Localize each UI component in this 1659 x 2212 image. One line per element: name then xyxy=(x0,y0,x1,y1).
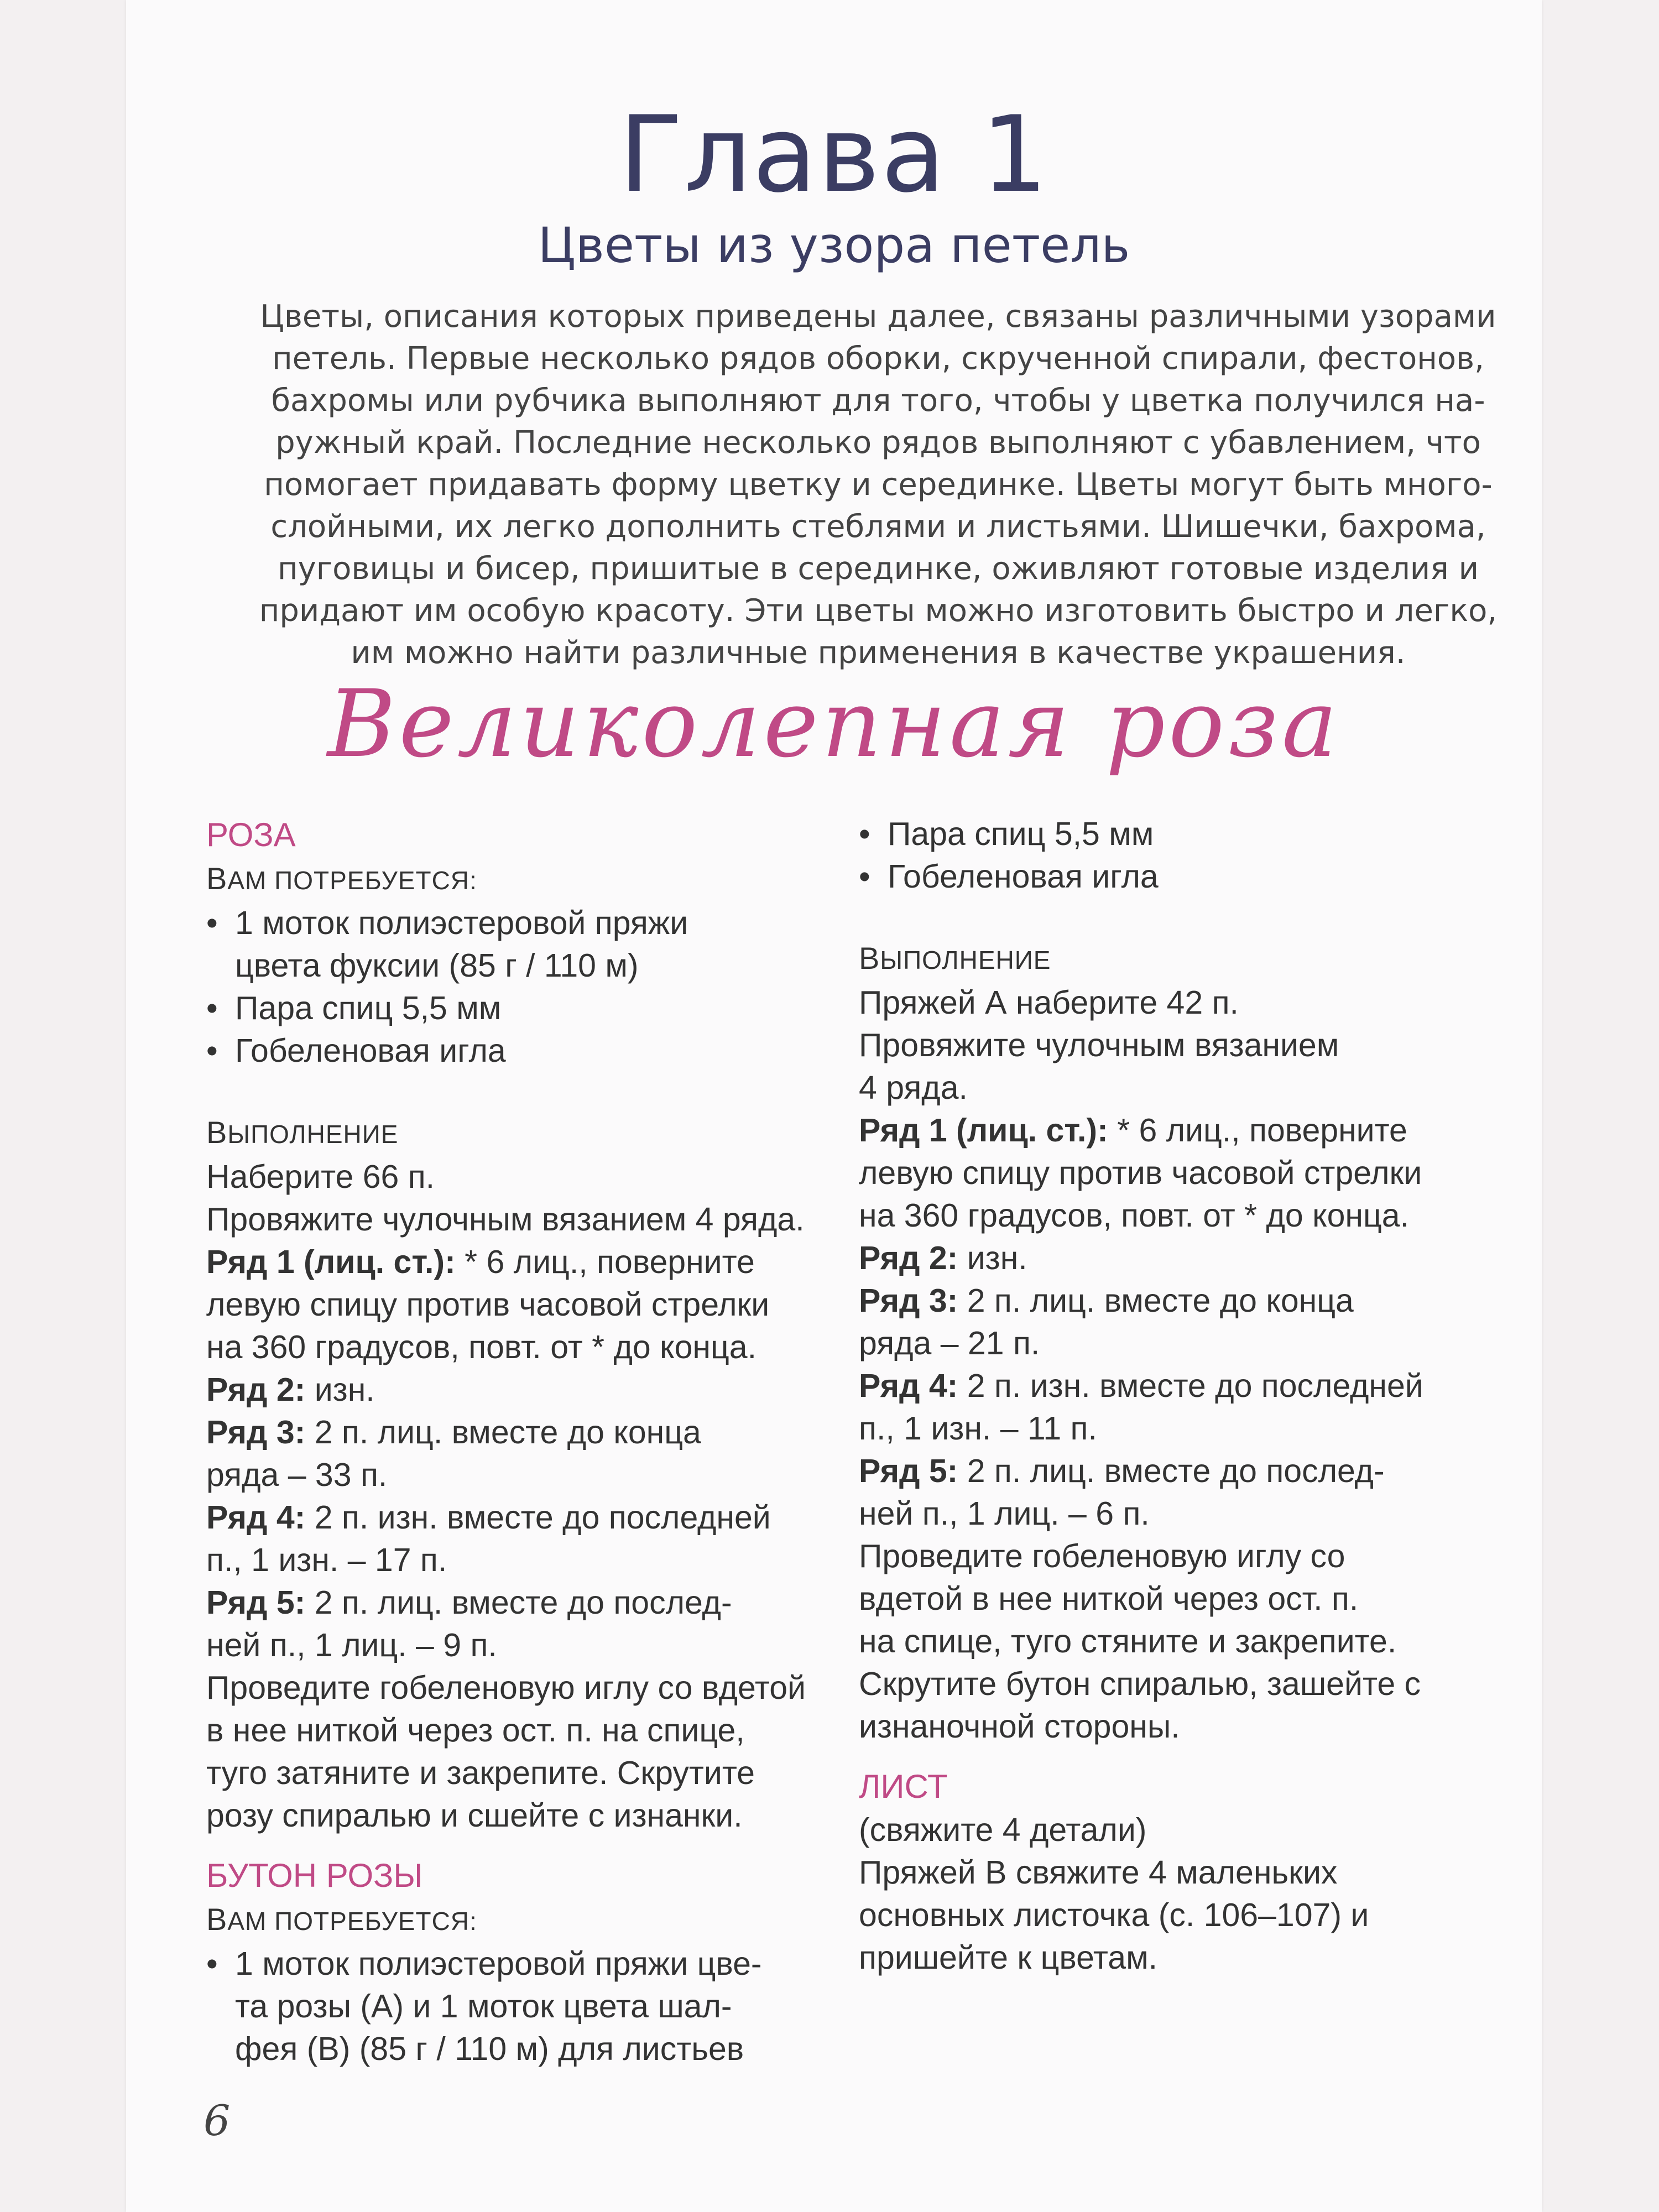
materials-item xyxy=(206,987,848,1030)
heading-initial: В xyxy=(206,1115,228,1150)
leaf-line: (свяжите 4 детали) xyxy=(859,1812,1147,1848)
intro-line: петель. Первые несколько рядов оборки, скрученной спирали, фестонов, xyxy=(272,341,1484,377)
materials-line: Пара спиц 5,5 мм xyxy=(235,990,502,1026)
instruction-line: Пряжей А наберите 42 п. xyxy=(859,984,1239,1021)
instruction-line: Ряд 5: 2 п. лиц. вместе до послед- xyxy=(859,1453,1385,1489)
instruction-line: Ряд 1 (лиц. ст.): * 6 лиц., поверните xyxy=(859,1112,1407,1149)
materials-line: та розы (А) и 1 моток цвета шал- xyxy=(235,1988,732,2025)
heading-initial: В xyxy=(206,1902,228,1937)
intro-line: Цветы, описания которых приведены далее, связаны различными узорами xyxy=(260,299,1496,335)
instruction-line: Ряд 4: 2 п. изн. вместе до последней xyxy=(206,1499,771,1536)
instruction-line: вдетой в нее ниткой через ост. п. xyxy=(859,1580,1359,1617)
heading-rest: АМ ПОТРЕБУЕТСЯ: xyxy=(227,866,477,895)
leaf-line: основных листочка (с. 106–107) и xyxy=(859,1897,1369,1933)
bullet-icon: • xyxy=(206,990,218,1026)
instruction-line: Проведите гобеленовую иглу со вдетой xyxy=(206,1670,806,1706)
bud-heading: БУТОН РОЗЫ xyxy=(206,1857,423,1894)
materials-line: Гобеленовая игла xyxy=(888,858,1159,895)
bullet-icon: • xyxy=(859,858,870,895)
instruction-line: Ряд 3: 2 п. лиц. вместе до конца xyxy=(859,1282,1354,1319)
page-number: 6 xyxy=(204,2096,231,2145)
instruction-line: на спице, туго стяните и закрепите. xyxy=(859,1623,1397,1660)
materials-item xyxy=(206,902,848,987)
instruction-line: левую спицу против часовой стрелки xyxy=(859,1155,1422,1191)
intro-line: пуговицы и бисер, пришитые в серединке, оживляют готовые изделия и xyxy=(277,551,1479,587)
bullet-icon: • xyxy=(206,905,218,941)
instruction-line: Ряд 4: 2 п. изн. вместе до последней xyxy=(859,1368,1423,1404)
heading-rest: ЫПОЛНЕНИЕ xyxy=(880,946,1051,974)
materials-item xyxy=(859,813,1495,855)
bullet-icon: • xyxy=(206,1032,218,1069)
materials-line: Гобеленовая игла xyxy=(235,1032,506,1069)
rose-work-heading xyxy=(206,1111,848,1156)
instruction-line: п., 1 изн. – 17 п. xyxy=(206,1542,447,1578)
instruction-line: 4 ряда. xyxy=(859,1070,968,1106)
leaf-line: Пряжей В свяжите 4 маленьких xyxy=(859,1854,1338,1891)
book-page xyxy=(126,0,1542,2212)
intro-line: им можно найти различные применения в качестве украшения. xyxy=(351,635,1406,671)
materials-item xyxy=(859,855,1495,898)
right-column xyxy=(859,813,1495,1979)
bud-materials-heading xyxy=(206,1898,848,1943)
instruction-line: Ряд 1 (лиц. ст.): * 6 лиц., поверните xyxy=(206,1244,755,1280)
instruction-line: ней п., 1 лиц. – 9 п. xyxy=(206,1627,497,1663)
intro-paragraph xyxy=(209,296,1547,674)
instruction-line: Скрутите бутон спиралью, зашейте с xyxy=(859,1666,1421,1702)
instruction-line: розу спиралью и сшейте с изнанки. xyxy=(206,1797,743,1834)
intro-line: бахромы или рубчика выполняют для того, чтобы у цветка получился на- xyxy=(271,383,1485,419)
instruction-line: в нее ниткой через ост. п. на спице, xyxy=(206,1712,745,1749)
left-column xyxy=(206,813,848,2070)
instruction-line: Проведите гобеленовую иглу со xyxy=(859,1538,1345,1574)
pattern-title: Великолепная роза xyxy=(327,670,1341,778)
rose-materials-heading xyxy=(206,857,848,902)
bud-work-heading xyxy=(859,937,1495,982)
bullet-icon: • xyxy=(206,1945,218,1982)
instruction-line: левую спицу против часовой стрелки xyxy=(206,1286,770,1323)
instruction-line: Наберите 66 п. xyxy=(206,1159,435,1195)
intro-line: ружный край. Последние несколько рядов выполняют с убавлением, что xyxy=(275,425,1481,461)
materials-item xyxy=(206,1030,848,1072)
intro-line: придают им особую красоту. Эти цветы можно изготовить быстро и легко, xyxy=(259,593,1498,629)
heading-rest: ЫПОЛНЕНИЕ xyxy=(227,1120,399,1149)
chapter-title: Глава 1 xyxy=(619,93,1049,216)
instruction-line: Ряд 5: 2 п. лиц. вместе до послед- xyxy=(206,1584,732,1621)
instruction-line: изнаночной стороны. xyxy=(859,1708,1180,1745)
materials-line: 1 моток полиэстеровой пряжи xyxy=(235,905,688,941)
materials-line: Пара спиц 5,5 мм xyxy=(888,816,1154,852)
instruction-line: на 360 градусов, повт. от * до конца. xyxy=(859,1197,1409,1234)
chapter-subtitle: Цветы из узора петель xyxy=(538,217,1130,274)
materials-line: цвета фуксии (85 г / 110 м) xyxy=(235,947,639,984)
heading-initial: В xyxy=(206,861,228,896)
instruction-line: Провяжите чулочным вязанием xyxy=(859,1027,1339,1063)
instruction-line: п., 1 изн. – 11 п. xyxy=(859,1410,1097,1447)
instruction-line: на 360 градусов, повт. от * до конца. xyxy=(206,1329,757,1365)
intro-line: слойными, их легко дополнить стеблями и листьями. Шишечки, бахрома, xyxy=(270,509,1486,545)
materials-item xyxy=(206,1943,848,2070)
heading-rest: АМ ПОТРЕБУЕТСЯ: xyxy=(227,1907,477,1936)
materials-line: фея (В) (85 г / 110 м) для листьев xyxy=(235,2031,744,2067)
intro-line: помогает придавать форму цветку и серединке. Цветы могут быть много- xyxy=(264,467,1493,503)
instruction-line: Провяжите чулочным вязанием 4 ряда. xyxy=(206,1201,805,1238)
leaf-heading: ЛИСТ xyxy=(859,1768,948,1805)
instruction-line: туго затяните и закрепите. Скрутите xyxy=(206,1755,755,1791)
materials-line: 1 моток полиэстеровой пряжи цве- xyxy=(235,1945,762,1982)
instruction-line: ней п., 1 лиц. – 6 п. xyxy=(859,1495,1150,1532)
instruction-line: ряда – 33 п. xyxy=(206,1457,388,1493)
rose-heading: РОЗА xyxy=(206,816,296,853)
instruction-line: Ряд 2: изн. xyxy=(859,1240,1027,1276)
bullet-icon: • xyxy=(859,816,870,852)
instruction-line: ряда – 21 п. xyxy=(859,1325,1040,1361)
instruction-line: Ряд 2: изн. xyxy=(206,1371,375,1408)
heading-initial: В xyxy=(859,941,880,975)
leaf-line: пришейте к цветам. xyxy=(859,1939,1158,1976)
instruction-line: Ряд 3: 2 п. лиц. вместе до конца xyxy=(206,1414,701,1451)
